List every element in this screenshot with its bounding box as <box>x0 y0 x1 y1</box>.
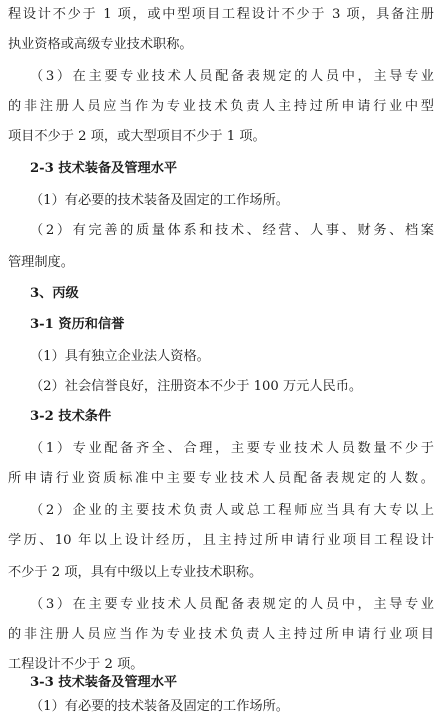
text-line: 不少于 2 项，具有中级以上专业技术职称。 <box>8 565 263 580</box>
text-line: 的非注册人员应当作为专业技术负责人主持过所申请行业中型 <box>8 99 434 114</box>
text-line: （2）企业的主要技术负责人或总工程师应当具有大专以上 <box>30 503 434 518</box>
section-heading: 3-1 资历和信誉 <box>30 317 125 332</box>
section-heading: 3-2 技术条件 <box>30 409 112 424</box>
text-line: 程设计不少于 1 项，或中型项目工程设计不少于 3 项，具备注册 <box>8 7 434 22</box>
section-heading: 3-3 技术装备及管理水平 <box>30 675 178 690</box>
text-line: 执业资格或高级专业技术职称。 <box>8 37 193 52</box>
text-line: （3）在主要专业技术人员配备表规定的人员中，主导专业 <box>30 597 434 612</box>
text-line: （1）专业配备齐全、合理，主要专业技术人员数量不少于 <box>30 441 434 456</box>
text-line: （2）有完善的质量体系和技术、经营、人事、财务、档案 <box>30 223 434 238</box>
text-line: 项目不少于 2 项，或大型项目不少于 1 项。 <box>8 129 266 144</box>
text-line: 管理制度。 <box>8 255 74 270</box>
section-heading: 3、丙级 <box>30 286 79 301</box>
text-line: 的非注册人员应当作为专业技术负责人主持过所申请行业项目 <box>8 627 434 642</box>
text-line: （1）具有独立企业法人资格。 <box>30 349 210 364</box>
text-line: 工程设计不少于 2 项。 <box>8 657 144 672</box>
text-line: （3）在主要专业技术人员配备表规定的人员中，主导专业 <box>30 69 434 84</box>
text-line: （2）社会信誉良好，注册资本不少于 100 万元人民币。 <box>30 379 363 394</box>
section-heading: 2-3 技术装备及管理水平 <box>30 161 178 176</box>
text-line: 学历、10 年以上设计经历，且主持过所申请行业项目工程设计 <box>8 533 434 548</box>
text-line: （1）有必要的技术装备及固定的工作场所。 <box>30 699 289 714</box>
text-line: （1）有必要的技术装备及固定的工作场所。 <box>30 193 289 208</box>
text-line: 所申请行业资质标准中主要专业技术人员配备表规定的人数。 <box>8 471 434 486</box>
